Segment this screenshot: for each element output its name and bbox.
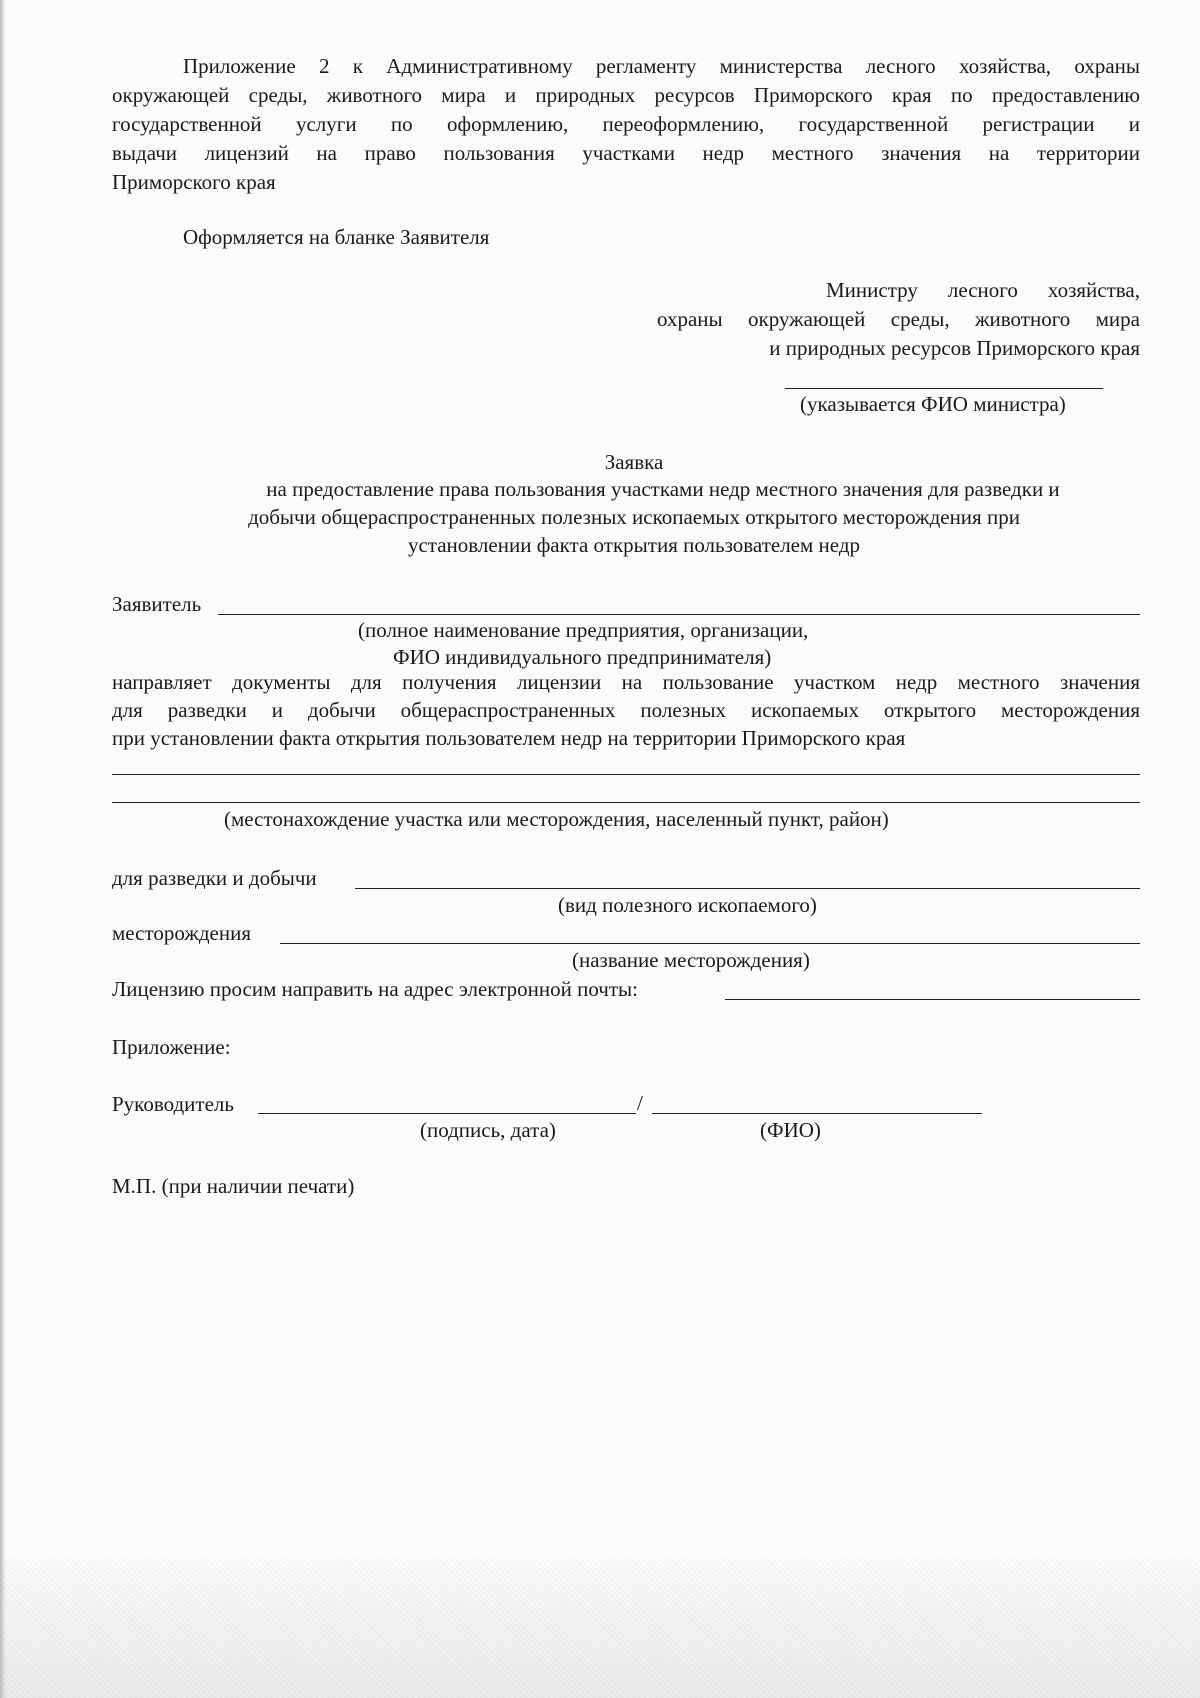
appendix-line-4: выдачи лицензий на право пользования участками недр местного значения на территории <box>112 141 1140 165</box>
appendix-line-5: Приморского края <box>112 170 276 194</box>
addressee-line-2: охраны окружающей среды, животного мира <box>657 307 1140 331</box>
letterhead-note: Оформляется на бланке Заявителя <box>183 225 490 249</box>
email-label: Лицензию просим направить на адрес электронной почты: <box>112 977 638 1001</box>
deposit-caption: (название месторождения) <box>572 948 810 972</box>
applicant-caption-2: ФИО индивидуального предпринимателя) <box>393 645 772 669</box>
body-line-1: направляет документы для получения лицензии на пользование участком недр местного значения <box>112 670 1140 694</box>
scan-noise-bottom <box>0 1558 1200 1698</box>
location-field-1[interactable] <box>112 774 1140 775</box>
form-title: Заявка <box>604 450 664 474</box>
minister-name-line[interactable] <box>785 388 1103 389</box>
appendix-line-1: Приложение 2 к Административному регламенту министерства лесного хозяйства, охраны <box>183 54 1140 78</box>
body-line-2: для разведки и добычи общераспространенных полезных ископаемых открытого месторождения <box>112 698 1140 722</box>
title-subtitle-2: добычи общераспространенных полезных ископаемых открытого месторождения при <box>248 505 1020 529</box>
signature-field[interactable] <box>258 1113 636 1114</box>
body-line-3: при установлении факта открытия пользователем недр на территории Приморского края <box>112 726 906 750</box>
signature-caption: (подпись, дата) <box>420 1118 556 1142</box>
appendix-line-2: окружающей среды, животного мира и природных ресурсов Приморского края по предоставлению <box>112 83 1140 107</box>
title-subtitle-3: установлении факта открытия пользователем недр <box>407 533 861 557</box>
signature-separator: / <box>637 1091 643 1115</box>
applicant-label: Заявитель <box>112 592 202 616</box>
addressee-line-1: Министру лесного хозяйства, <box>826 278 1140 302</box>
deposit-label: месторождения <box>112 921 251 945</box>
appendix-line-3: государственной услуги по оформлению, переоформлению, государственной регистрации и <box>112 112 1140 136</box>
title-subtitle-1: на предоставление права пользования участками недр местного значения для разведки и <box>266 477 1060 501</box>
location-caption: (местонахождение участка или месторождения, населенный пункт, район) <box>224 807 889 831</box>
attachment-label: Приложение: <box>112 1035 231 1059</box>
location-field-2[interactable] <box>112 802 1140 803</box>
mineral-caption: (вид полезного ископаемого) <box>558 893 817 917</box>
addressee-line-3: и природных ресурсов Приморского края <box>769 336 1140 360</box>
applicant-name-field[interactable] <box>218 614 1140 615</box>
head-fio-field[interactable] <box>652 1113 982 1114</box>
deposit-name-field[interactable] <box>280 943 1140 944</box>
mineral-type-field[interactable] <box>355 888 1140 889</box>
seal-note: М.П. (при наличии печати) <box>112 1174 355 1198</box>
mineral-label: для разведки и добычи <box>112 866 317 890</box>
fio-caption: (ФИО) <box>760 1118 821 1142</box>
minister-name-caption: (указывается ФИО министра) <box>800 392 1066 416</box>
scan-edge-shadow <box>0 0 6 1698</box>
applicant-caption-1: (полное наименование предприятия, организации, <box>358 618 809 642</box>
head-label: Руководитель <box>112 1092 234 1116</box>
email-field[interactable] <box>725 999 1140 1000</box>
